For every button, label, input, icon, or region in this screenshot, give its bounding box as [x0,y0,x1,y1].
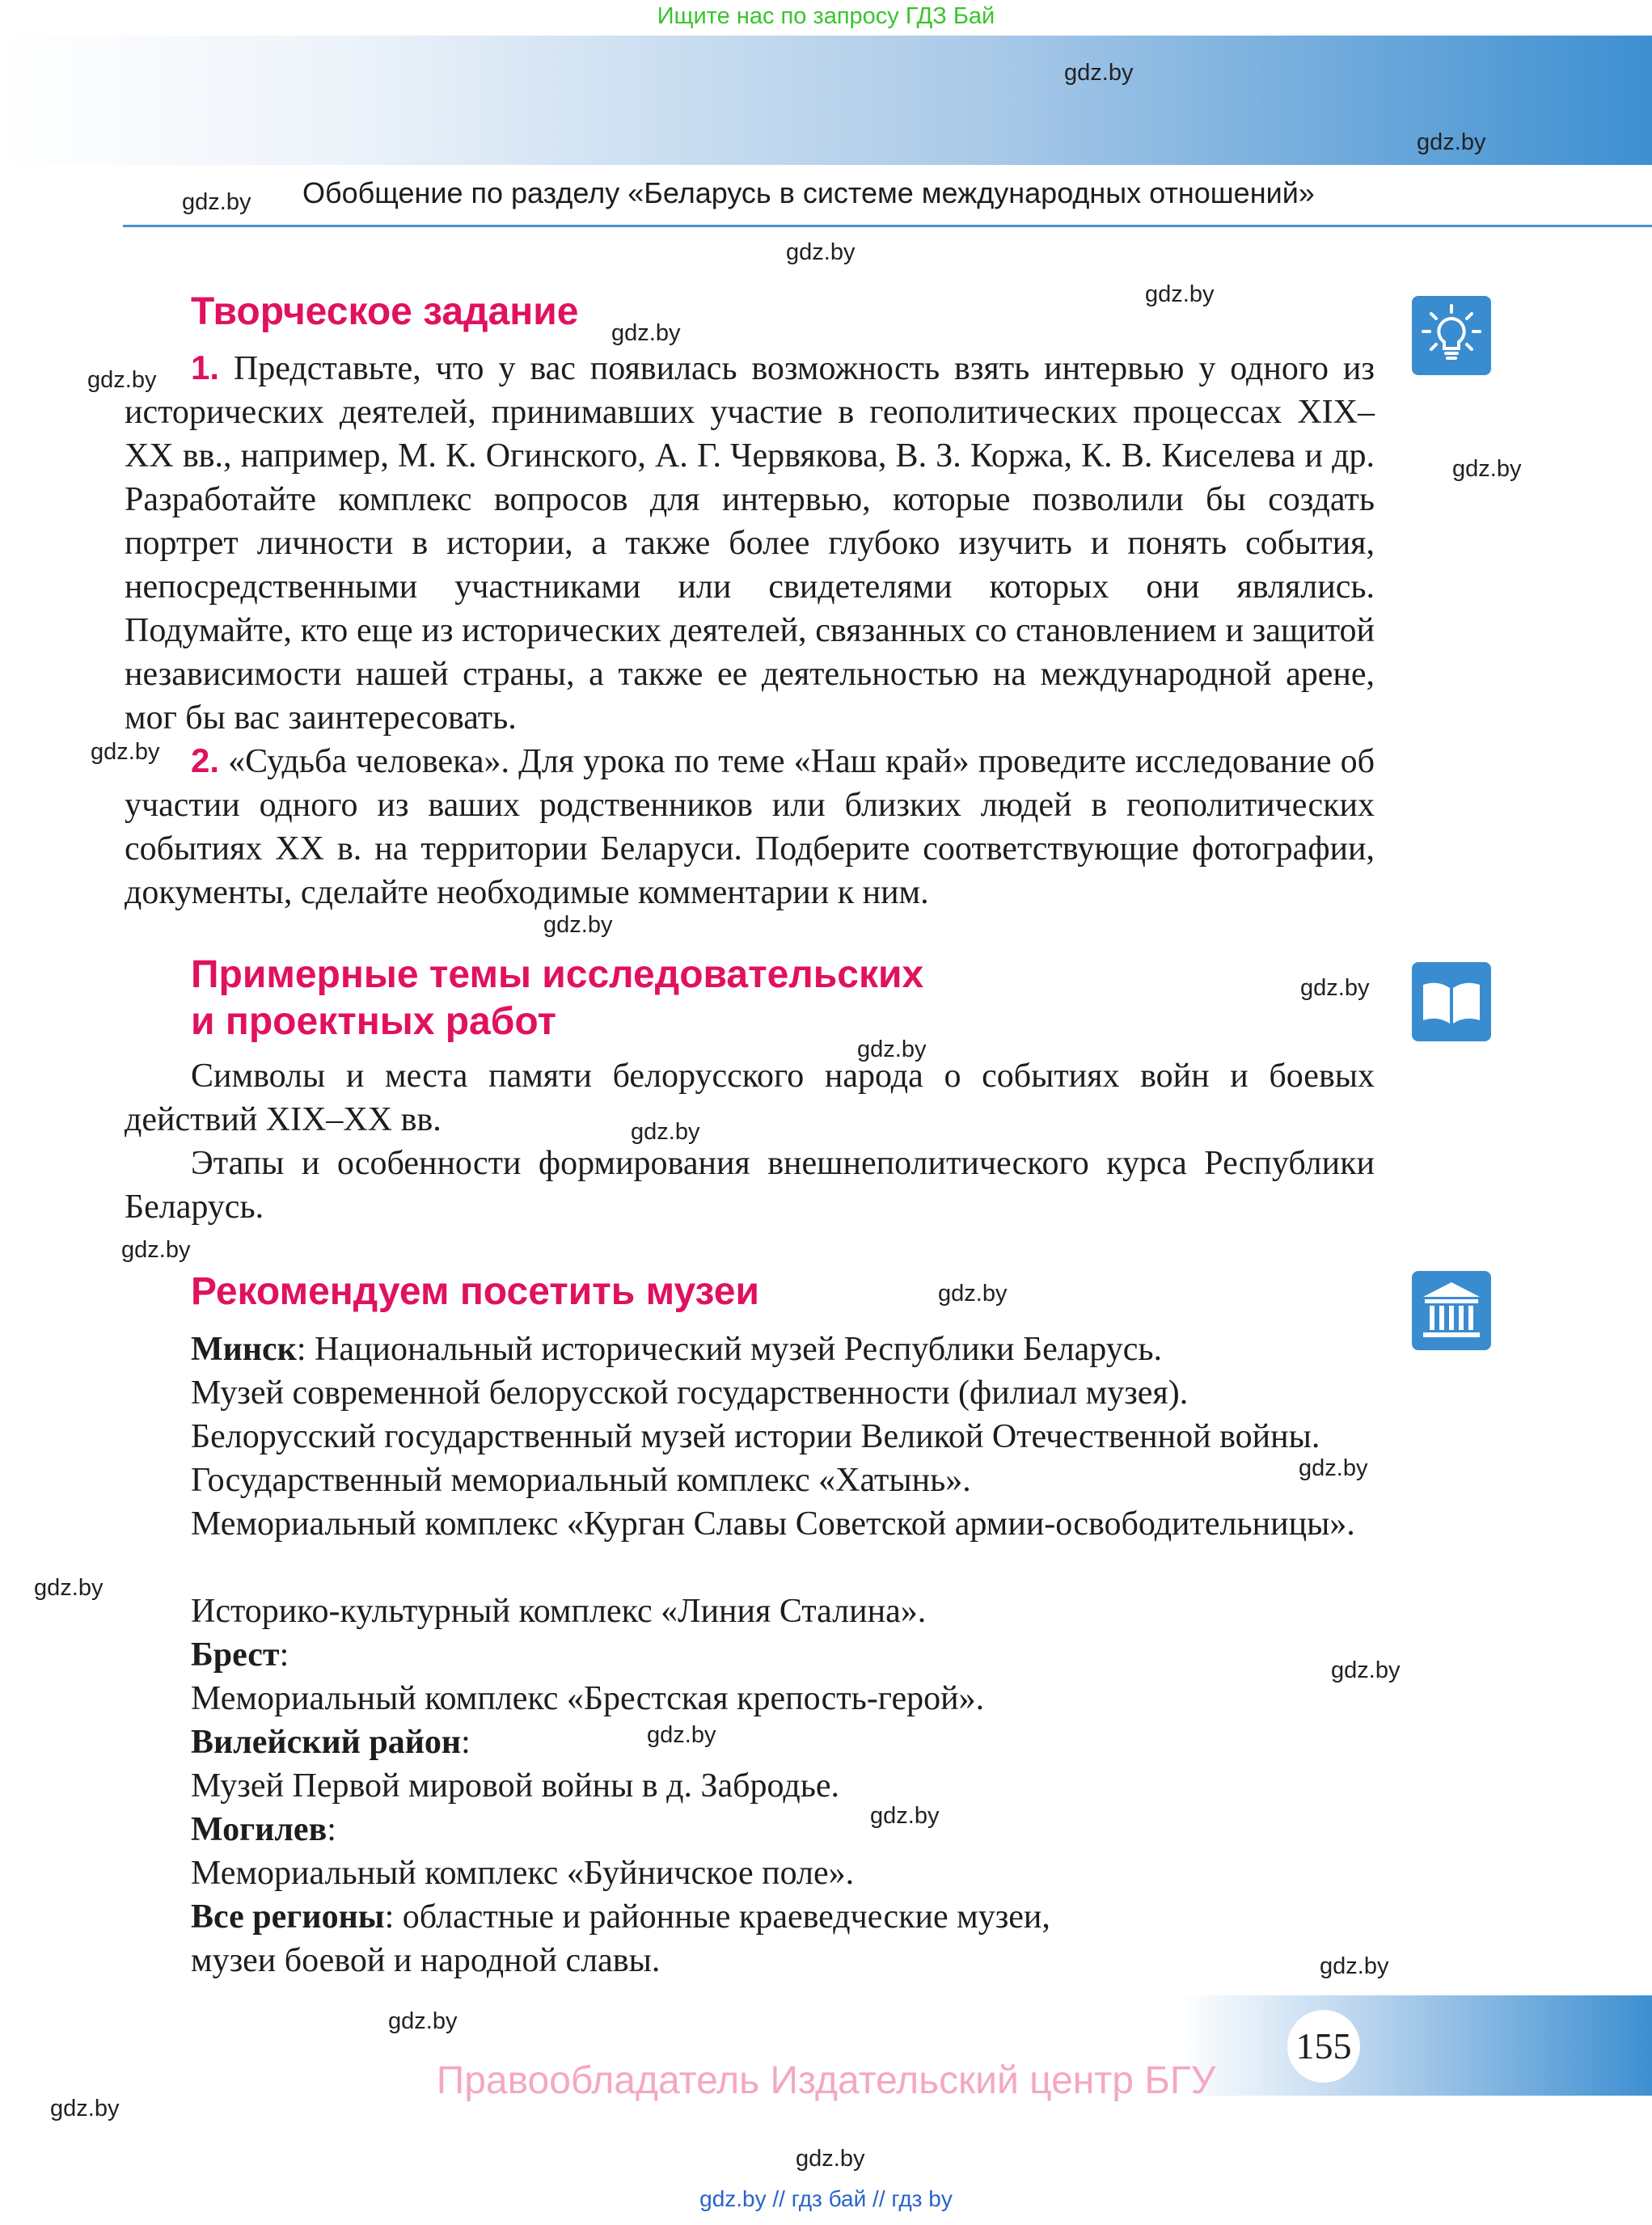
footer-links[interactable]: gdz.by // гдз бай // гдз by [699,2186,953,2211]
topics-heading-line-2: и проектных работ [191,1000,557,1043]
topic-2: Этапы и особенности формирования внешнеполитического курса Республики Беларусь. [125,1145,1375,1226]
topic-1: Символы и места памяти белорусского народа о событиях войн и боевых действий XIX–XX вв. [125,1058,1375,1138]
watermark: gdz.by [1320,1953,1389,1979]
museum-vileika: Вилейский район: [191,1724,471,1761]
watermark: gdz.by [631,1119,700,1145]
header-gradient-bar [0,36,1652,165]
region-label-all: Все регионы [191,1898,385,1936]
museum-item: Белорусский государственный музей истории Великой Отечественной войны. [191,1418,1320,1455]
watermark: gdz.by [938,1281,1008,1307]
museum-icon [1412,1271,1491,1350]
watermark: gdz.by [121,1237,191,1263]
task-2-number: 2. [191,741,220,779]
watermark: gdz.by [786,239,856,265]
watermark: gdz.by [1299,1455,1368,1481]
watermark: gdz.by [1064,60,1134,86]
museum-item: Историко-культурный комплекс «Линия Сталина». [191,1593,927,1630]
watermark: gdz.by [870,1803,940,1829]
copyright-notice: Правообладатель Издательский центр БГУ [436,2059,1216,2102]
topics-heading-line-1: Примерные темы исследовательских [191,953,924,996]
watermark: gdz.by [1145,281,1215,307]
city-label-mogilev: Могилев [191,1811,327,1848]
city-label-minsk: Минск [191,1331,297,1368]
watermark: gdz.by [647,1722,716,1748]
watermark: gdz.by [796,2146,865,2172]
task-2-text: «Судьба человека». Для урока по теме «Наш край» проведите исследование об участии одного из ваших родственников или близких людей в геополитических событиях XX в. на территории Беларуси. Подберите соответствующие фотографии, документы, сделайте необходимые комментарии к ним. [125,743,1375,911]
museum-mogilev: Могилев: [191,1811,336,1848]
watermark: gdz.by [611,320,681,346]
page-number: 155 [1287,2010,1360,2083]
city-label-vileika: Вилейский район [191,1724,462,1761]
watermark: gdz.by [1300,975,1370,1001]
museum-item: музеи боевой и народной славы. [191,1942,661,1979]
book-icon [1412,962,1491,1041]
watermark: gdz.by [543,912,613,938]
section-header-title: Обобщение по разделу «Беларусь в системе международных отношений» [302,176,1315,209]
watermark: gdz.by [1417,129,1486,155]
watermark: gdz.by [87,367,157,393]
search-note[interactable]: Ищите нас по запросу ГДЗ Бай [657,3,995,29]
museum-item: Государственный мемориальный комплекс «Хатынь». [191,1462,971,1499]
watermark: gdz.by [857,1037,927,1062]
museum-minsk [191,1328,1162,1371]
museum-brest: Брест: [191,1636,289,1674]
creative-task-heading: Творческое задание [191,290,579,333]
museum-item: Мемориальный комплекс «Брестская крепость-герой». [191,1680,985,1717]
watermark: gdz.by [91,739,160,765]
task-1-text: Представьте, что у вас появилась возможность взять интервью у одного из исторических деятелей, принимавших участие в геополитических процессах XIX–XX вв., например, М. К. Огинского, А. Г. Червякова, В. З. Коржа, К. В. Киселева и др. Разработайте комплекс вопросов для интервью, которые позволили бы создать портрет личности в истории, а также более глубоко изучить и понять события, непосредственными участниками или свидетелями которых они являлись. Подумайте, кто еще из исторических деятелей, связанных со становлением и защитой независимости нашей страны, а также ее деятельностью на международной арене, мог бы вас заинтересовать. [125,350,1375,737]
watermark: gdz.by [388,2008,458,2034]
museum-item: Музей современной белорусской государственности (филиал музея). [191,1374,1189,1412]
museum-item: : Национальный исторический музей Республики Беларусь. [296,1331,1163,1368]
watermark: gdz.by [182,189,251,215]
watermark: gdz.by [1452,456,1522,482]
task-1-paragraph [125,346,1375,740]
museum-item: Мемориальный комплекс «Курган Славы Советской армии-освободительницы». [191,1505,1355,1543]
museum-item: Мемориальный комплекс «Буйничское поле». [191,1855,855,1892]
task-2-paragraph [125,739,1375,914]
city-label-brest: Брест [191,1636,280,1674]
museum-all-regions: Все регионы: областные и районные краеведческие музеи, [191,1898,1050,1936]
museums-heading: Рекомендуем посетить музеи [191,1270,759,1313]
task-1-number: 1. [191,348,220,386]
watermark: gdz.by [50,2096,120,2122]
watermark: gdz.by [1331,1657,1401,1683]
lightbulb-icon [1412,296,1491,375]
watermark: gdz.by [34,1575,104,1601]
museum-item: Музей Первой мировой войны в д. Забродье. [191,1767,839,1805]
header-divider [123,225,1652,227]
